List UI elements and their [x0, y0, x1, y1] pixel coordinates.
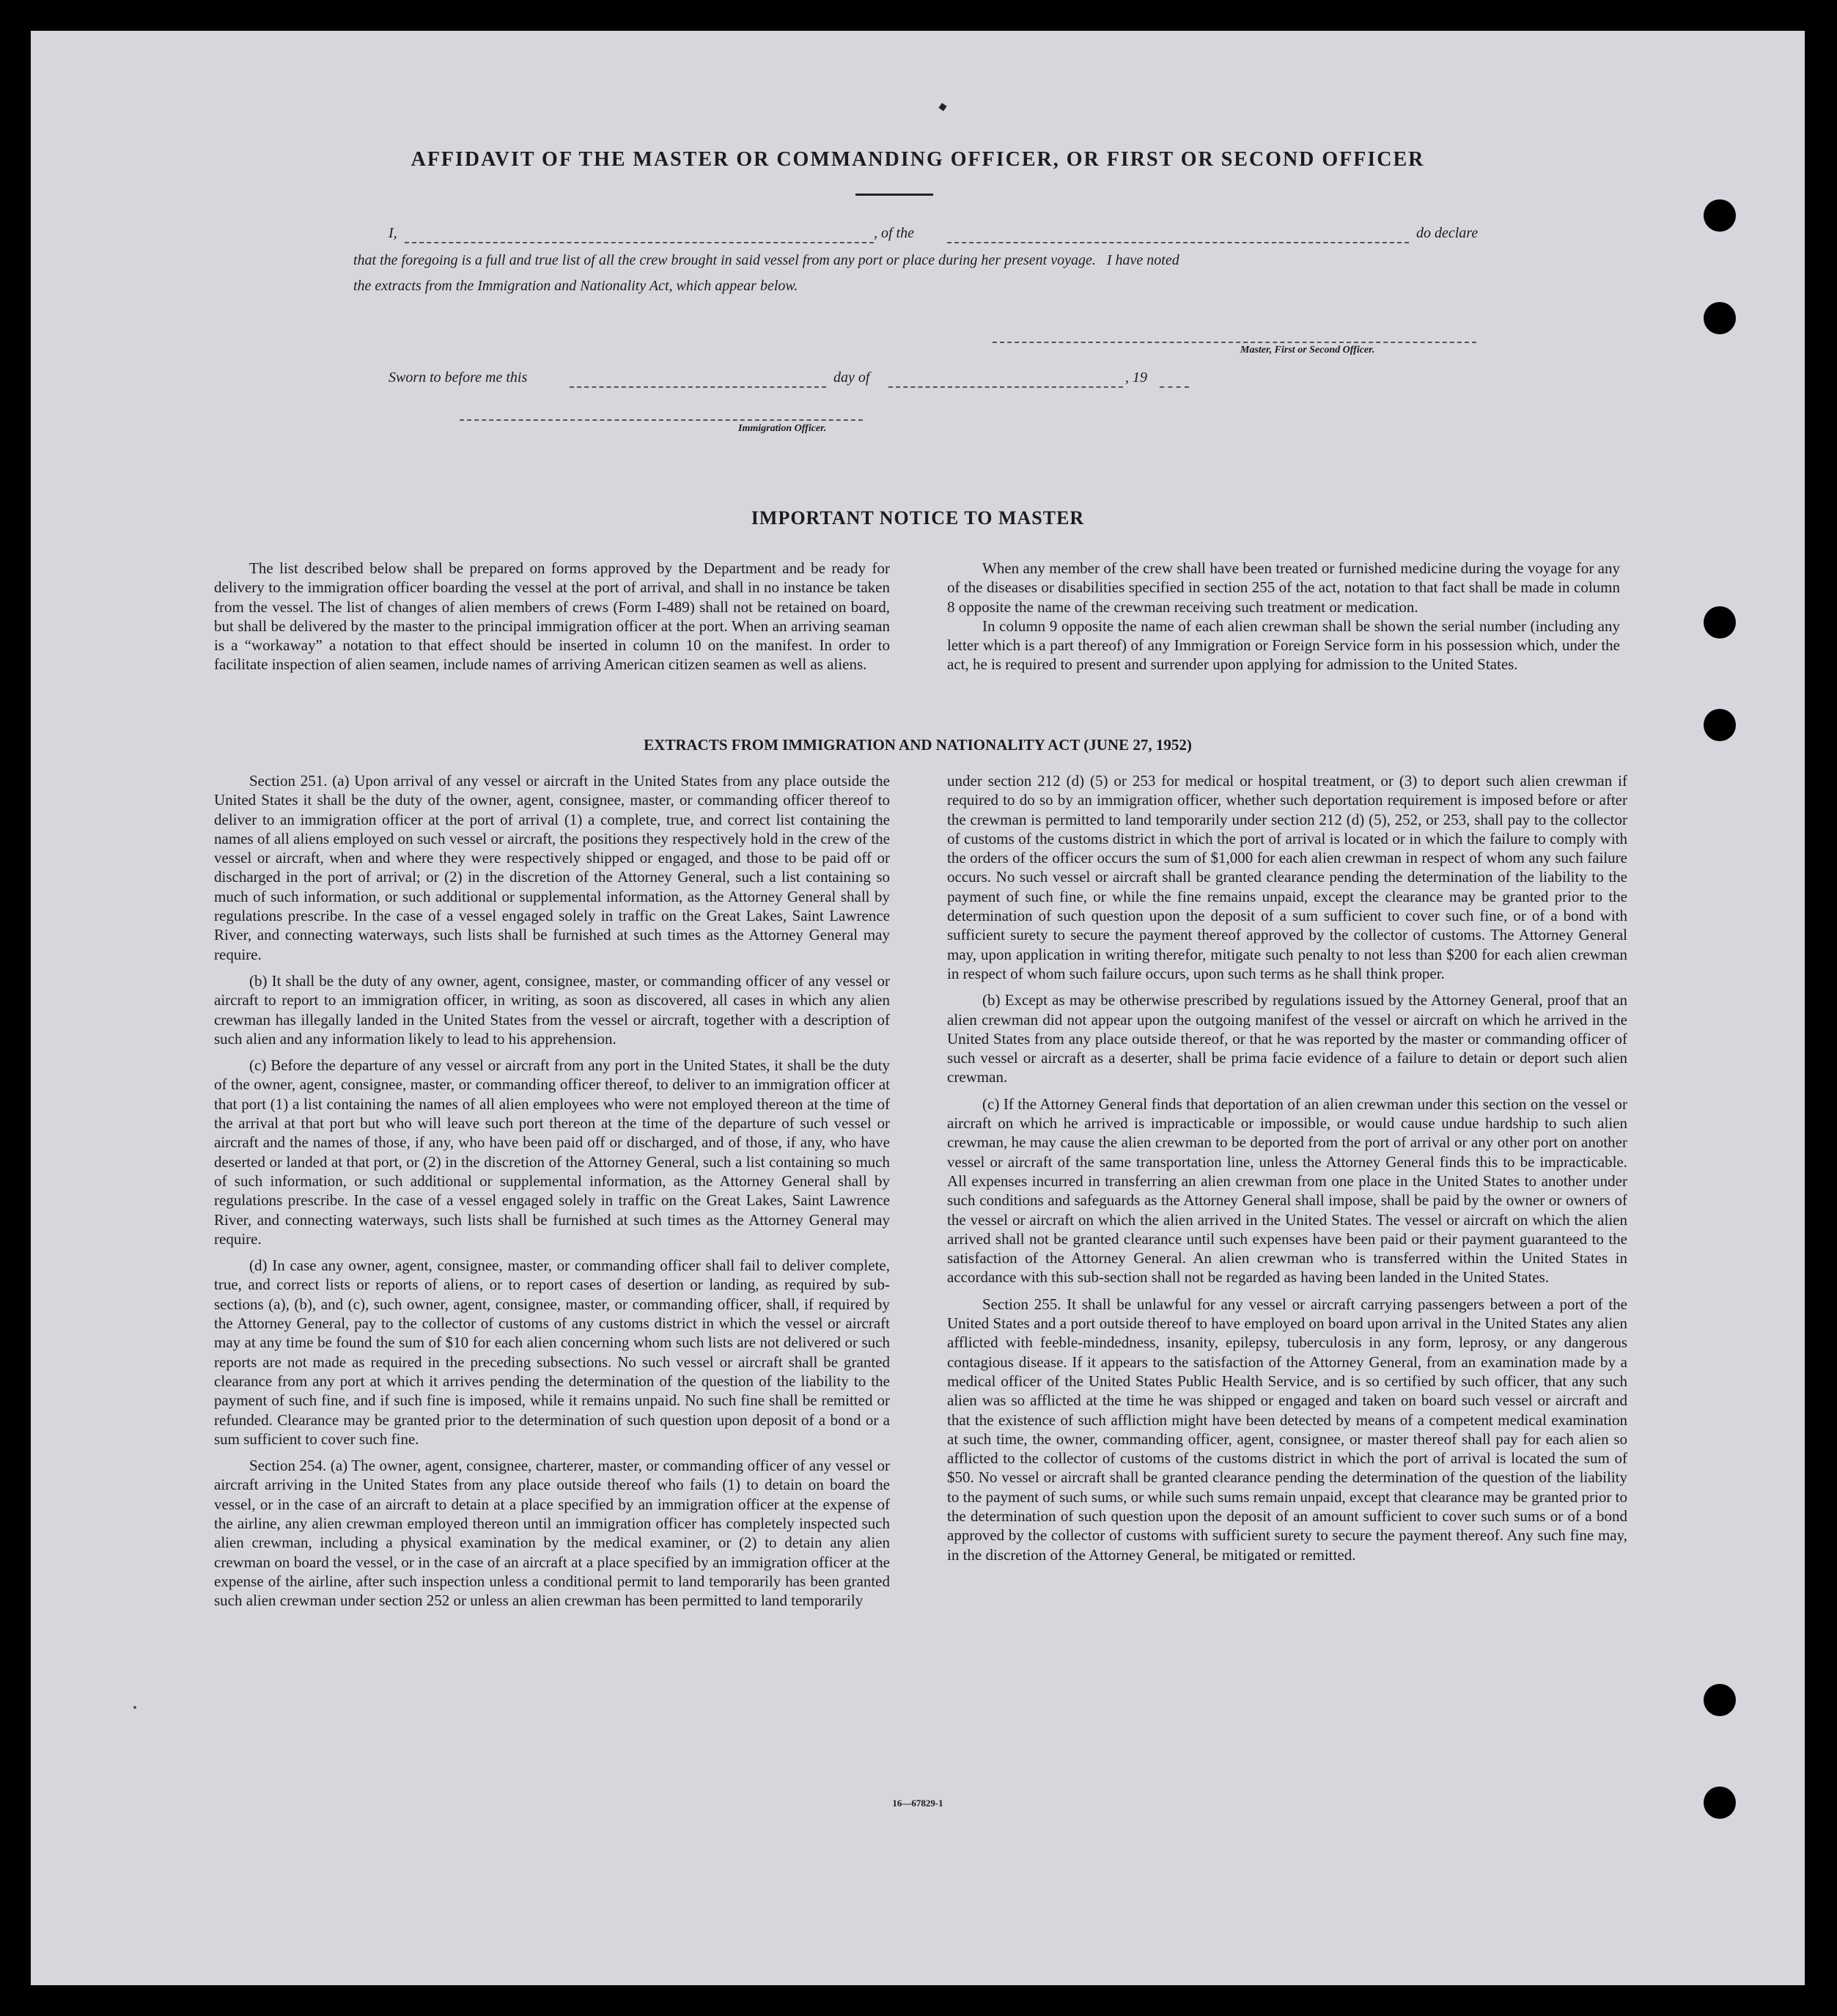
sworn-label: Sworn to before me this [389, 369, 528, 386]
notice-right-column [947, 559, 1620, 682]
act-paragraph: (d) In case any owner, agent, consignee, master, or commanding officer shall fail to deliver complete, true, and correct lists or reports of aliens, or to report cases of desertion or landing, as required by sub-sections (a), (b), and (c), such owner, agent, consignee, master, or commanding officer, shall, if required by the Attorney General, pay to the collector of customs of any customs district in which the vessel or aircraft may at any time be found the sum of $10 for each alien concerning whom such lists are not delivered or such reports are not made as required in the preceding subsections. No such vessel or aircraft shall be granted clearance from any port at which it arrives pending the determination of the question of the liability to the payment of such fine, and if such fine is imposed, while it remains unpaid. No such fine shall be remitted or refunded. Clearance may be granted prior to the determination of such question upon deposit of a bond or a sum sufficient to cover such fine. [214, 1257, 890, 1448]
extracts-title: EXTRACTS FROM IMMIGRATION AND NATIONALITY ACT (JUNE 27, 1952) [644, 736, 1192, 754]
notice-paragraph: The list described below shall be prepared on forms approved by the Department and be ready for delivery to the immigration officer boarding the vessel at the port of arrival, and shall in no instance be taken from the vessel. The list of changes of alien members of crews (Form I-489) shall not be retained on board, but shall be delivered by the master to the principal immigration officer at the port. When an arriving seaman is a “workaway” a notation to that effect should be inserted in column 10 on the manifest. In order to facilitate inspection of alien seamen, include names of arriving American citizen seamen as well as aliens. [214, 559, 890, 674]
act-paragraph: (b) Except as may be otherwise prescribed by regulations issued by the Attorney General, proof that an alien crewman did not appear upon the outgoing manifest of the vessel or aircraft on which he arrived in the United States from any place outside thereof, or that he was reported by the master or commanding officer of such vessel or aircraft as a deserter, shall be prima facie evidence of a failure to detain or deport such alien crewman. [947, 991, 1627, 1086]
scan-dot [133, 1706, 136, 1709]
act-paragraph: Section 255. It shall be unlawful for any vessel or aircraft carrying passengers between a port of the United States and a port outside thereof to have employed on board upon arrival in the United States any alien afflicted with feeble-mindedness, insanity, epilepsy, tuberculosis in any form, leprosy, or any dangerous contagious disease. If it appears to the satisfaction of the Attorney General, from an examination made by a medical officer of the United States Public Health Service, and is so certified by such officer, that any such alien was so afflicted at the time he was shipped or engaged and taken on board such vessel or aircraft and that the existence of such affliction might have been detected by means of a competent medical examination at such time, the owner, commanding officer, agent, consignee, or master thereof shall pay for each alien so afflicted to the collector of customs of the customs district in which the port of arrival is located the sum of $50. No vessel or aircraft shall be granted clearance pending the determination of the question of the liability to the payment of such sums, or while such sums remain unpaid, except that clearance may be granted prior to the determination of such question upon the deposit of an amount sufficient to cover such sums or of a bond approved by the collector of customs with sufficient surety to secure the payment thereof. Any such fine may, in the discretion of the Attorney General, be mitigated or remitted. [947, 1295, 1627, 1564]
act-paragraph: (b) It shall be the duty of any owner, agent, consignee, master, or commanding officer of any vessel or aircraft to report to an immigration officer, in writing, as soon as discovered, all cases in which any alien crewman has illegally landed in the United States from the vessel or aircraft, together with a description of such alien and any information likely to lead to his apprehension. [214, 971, 890, 1048]
notice-left-column [214, 559, 890, 682]
binder-hole [1704, 199, 1736, 232]
affidavit-title: AFFIDAVIT OF THE MASTER OR COMMANDING OFFICER, OR FIRST OR SECOND OFFICER [411, 148, 1425, 171]
master-signature-label: Master, First or Second Officer. [1240, 345, 1375, 356]
declare-label: do declare [1416, 225, 1479, 241]
binder-hole [1704, 606, 1736, 639]
form-number: 16—67829-1 [892, 1798, 943, 1809]
binder-hole [1704, 1684, 1736, 1716]
document-page [31, 31, 1805, 1985]
act-paragraph: Section 251. (a) Upon arrival of any vessel or aircraft in the United States from any place outside the United States it shall be the duty of the owner, agent, consignee, master, or commanding officer thereof to deliver to an immigration officer at the port of arrival (1) a complete, true, and correct list containing the names of all aliens employed on such vessel or aircraft, the positions they respectively hold in the crew of the vessel or aircraft, when and where they were respectively shipped or engaged, and those to be paid off or discharged in the port of arrival; or (2) in the discretion of the Attorney General, such a list containing so much of such information, or such additional or supplemental information, as the Attorney General shall by regulations prescribe. In the case of a vessel engaged solely in traffic on the Great Lakes, Saint Lawrence River, and connecting waterways, such lists shall be furnished at such times as the Attorney General may require. [214, 772, 890, 963]
binder-hole [1704, 302, 1736, 334]
sworn-year-field[interactable] [1160, 386, 1189, 388]
act-paragraph: under section 212 (d) (5) or 253 for medical or hospital treatment, or (3) to deport such alien crewman if required to do so by an immigration officer, whether such deportation requirement is imposed before or after the crewman is permitted to land temporarily under section 212 (d) (5), 252, or 253, shall pay to the collector of customs of the customs district in which the port of arrival is located or in which the failure to comply with the orders of the officer occurs the sum of $1,000 for each alien crewman in respect of whom any such failure occurs. No such vessel or aircraft shall be granted clearance pending the determination of the liability to the payment of such fine, or while the fine remains unpaid, except the clearance may be granted prior to the determination of such question upon the deposit of a sum sufficient to cover such fine, or of a bond with sufficient surety to secure the payment thereof approved by the collector of customs. The Attorney General may, upon application in writing therefor, mitigate such penalty to not less than $200 for each alien crewman in respect of whom such failure occurs, upon such terms as he shall think proper. [947, 772, 1627, 982]
sworn-day-field[interactable] [570, 386, 826, 388]
affiant-label: I, [389, 225, 397, 241]
extracts-left-column [214, 771, 890, 1617]
of-the-label: , of the [874, 225, 914, 241]
scan-mark [938, 103, 946, 111]
title-rule [855, 194, 933, 196]
affidavit-statement-cont: the extracts from the Immigration and Nationality Act, which appear below. [353, 278, 798, 294]
affidavit-statement: that the foregoing is a full and true list of all the crew brought in said vessel from any port or place during her present voyage. I have noted [353, 252, 1179, 268]
extracts-right-column [947, 771, 1627, 1572]
officer-signature-field[interactable] [460, 419, 863, 421]
day-of-label: day of [833, 369, 870, 386]
act-paragraph: (c) If the Attorney General finds that deportation of an alien crewman under this section on the vessel or aircraft on which he arrived is impracticable or impossible, or would cause undue hardship to such alien crewman, he may cause the alien crewman to be deported from the port of arrival or any other port on another vessel or aircraft of the same transportation line, unless the Attorney General finds this to be impracticable. All expenses incurred in transferring an alien crewman from one place in the United States to another under such conditions and safeguards as the Attorney General shall impose, shall be paid by the owner or owners of the vessel or aircraft on which the alien arrived in the United States. The vessel or aircraft on which the alien arrived shall not be granted clearance until such expenses have been paid or their payment guaranteed to the satisfaction of the Attorney General. An alien crewman who is transferred within the United States in accordance with this sub-section shall not be regarded as having been landed in the United States. [947, 1095, 1627, 1287]
master-signature-field[interactable] [993, 342, 1476, 343]
officer-signature-label: Immigration Officer. [738, 423, 827, 434]
year-label: , 19 [1125, 369, 1147, 386]
sworn-month-field[interactable] [888, 386, 1123, 388]
notice-paragraph: In column 9 opposite the name of each alien crewman shall be shown the serial number (including any letter which is a part thereof) of any Immigration or Foreign Service form in his possession which, under the act, he is required to present and surrender upon applying for admission to the United States. [947, 617, 1620, 674]
notice-paragraph: When any member of the crew shall have been treated or furnished medicine during the voyage for any of the diseases or disabilities specified in section 255 of the act, notation to that fact shall be made in column 8 opposite the name of the crewman receiving such treatment or medication. [947, 559, 1620, 616]
act-paragraph: Section 254. (a) The owner, agent, consignee, charterer, master, or commanding officer of any vessel or aircraft arriving in the United States from any place outside thereof who fails (1) to detain on board the vessel, or in the case of an aircraft to detain at a place specified by an immigration officer at the expense of the airline, any alien crewman employed thereon until an immigration officer has completely inspected such alien crewman, including a physical examination by the medical examiner, or (2) to detain any alien crewman on board the vessel, or in the case of an aircraft at a place specified by an immigration officer at the expense of the airline, after such inspection unless a conditional permit to land temporarily has been granted such alien crewman under section 252 or unless an alien crewman has been permitted to land temporarily [214, 1457, 890, 1610]
vessel-name-field[interactable] [947, 242, 1409, 243]
affiant-name-field[interactable] [405, 242, 874, 243]
act-paragraph: (c) Before the departure of any vessel or aircraft from any port in the United States, it shall be the duty of the owner, agent, consignee, master, or commanding officer thereof, to deliver to an immigration officer at that port (1) a list containing the names of all alien employees who were not employed thereon at the time of the arrival at that port but who will leave such port thereon at the time of the departure of such vessel or aircraft and the names of those, if any, who have been paid off or discharged, and of those, if any, who have deserted or landed at that port, or (2) in the discretion of the Attorney General, such a list containing so much of such information, or such additional or supplemental information, as the Attorney General shall by regulations prescribe. In the case of a vessel engaged solely in traffic on the Great Lakes, Saint Lawrence River, and connecting waterways, such lists shall be furnished at such times as the Attorney General may require. [214, 1056, 890, 1248]
notice-title: IMPORTANT NOTICE TO MASTER [751, 507, 1085, 529]
